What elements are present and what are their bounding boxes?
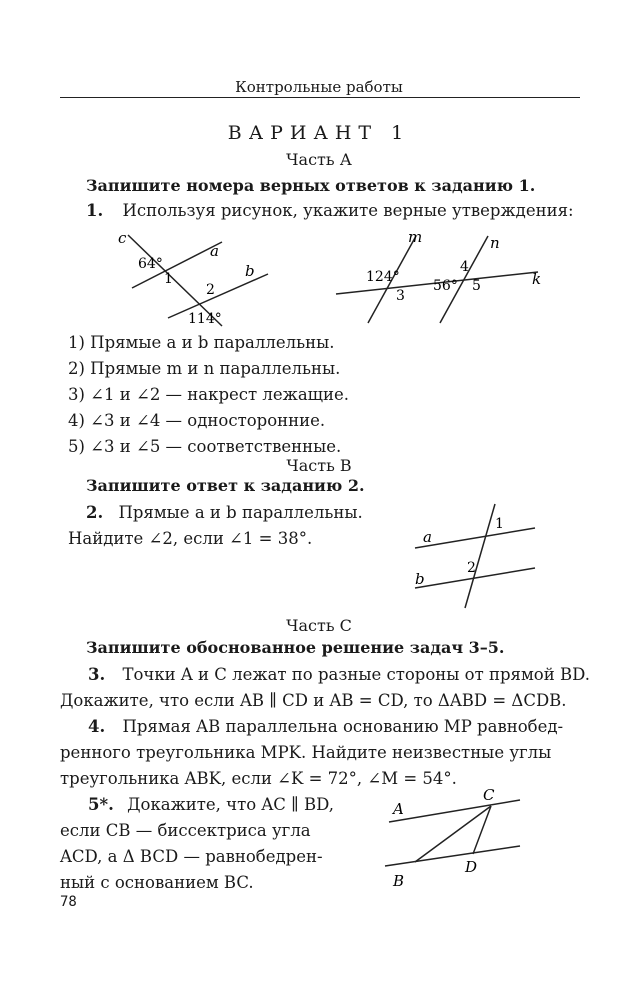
task-4-line-3: треугольника ABK, если ∠K = 72°, ∠M = 54°. <box>60 769 457 788</box>
task-5-line-4: ный с основанием BC. <box>60 873 254 892</box>
figure-parallel-ab <box>395 500 545 610</box>
angle-114: 114° <box>188 311 222 327</box>
task-3-line-1: Точки A и C лежат по разные стороны от прямой BD. <box>122 665 590 684</box>
task-3-number: 3. <box>88 665 106 684</box>
angle-1: 1 <box>164 271 173 287</box>
figure-acbd <box>375 786 535 892</box>
task-2-number: 2. <box>86 503 104 522</box>
variant-title: ВАРИАНТ 1 <box>227 122 411 144</box>
angle-4: 4 <box>460 259 469 275</box>
label-A: A <box>393 800 404 818</box>
option-4: 4) ∠3 и ∠4 — односторонние. <box>68 411 326 430</box>
option-2: 2) Прямые m и n параллельны. <box>68 359 341 378</box>
line-bd <box>385 846 520 866</box>
task-5 <box>60 792 334 896</box>
running-title: Контрольные работы <box>235 78 403 96</box>
angle-3: 3 <box>396 288 405 304</box>
angle-124: 124° <box>366 269 400 285</box>
figure-angles-mnk <box>330 228 545 328</box>
task-3-line-2: Докажите, что если AB ∥ CD и AB = CD, то ΔABD = ΔCDB. <box>60 691 567 710</box>
task-1-number: 1. <box>86 201 104 220</box>
label-b: b <box>415 570 425 588</box>
task-1 <box>86 198 574 224</box>
label-k: k <box>532 270 542 288</box>
task-2-line-2: Найдите ∠2, если ∠1 = 38°. <box>68 529 313 548</box>
line-a <box>415 528 535 548</box>
header-rule <box>60 97 580 98</box>
option-3: 3) ∠1 и ∠2 — накрест лежащие. <box>68 385 349 404</box>
page-number: 78 <box>60 894 77 910</box>
task-5-line-2: если CB — биссектриса угла <box>60 821 311 840</box>
task-2 <box>68 500 363 552</box>
angle-56: 56° <box>433 278 458 294</box>
task-4-line-1: Прямая AB параллельна основанию MP равнобед- <box>122 717 564 736</box>
task-4-line-2: ренного треугольника MPK. Найдите неизвестные углы <box>60 743 552 762</box>
angle-2: 2 <box>206 282 215 298</box>
task-1-text: Используя рисунок, укажите верные утверждения: <box>122 201 574 220</box>
label-n: n <box>490 234 500 252</box>
part-c-title: Часть С <box>286 616 352 635</box>
part-a-title: Часть А <box>286 150 352 169</box>
task-5-number: 5*. <box>88 795 114 814</box>
figure-angles-abc <box>100 228 310 328</box>
part-c-instruction: Запишите обоснованное решение задач 3–5. <box>86 638 505 657</box>
option-5: 5) ∠3 и ∠5 — соответственные. <box>68 437 342 456</box>
label-C: C <box>483 786 495 804</box>
label-c: c <box>118 229 127 247</box>
part-b-title: Часть В <box>286 456 352 475</box>
part-a-instruction: Запишите номера верных ответов к заданию 1. <box>86 176 536 195</box>
task-4-number: 4. <box>88 717 106 736</box>
angle-1: 1 <box>495 516 504 532</box>
part-b-instruction: Запишите ответ к заданию 2. <box>86 476 365 495</box>
task-4 <box>60 714 563 792</box>
task-3 <box>60 662 590 714</box>
angle-64: 64° <box>138 256 163 272</box>
label-B: B <box>393 872 405 890</box>
task-5-line-1: Докажите, что AC ∥ BD, <box>127 795 335 814</box>
transversal <box>465 504 495 608</box>
label-a: a <box>210 242 219 260</box>
task-2-line-1: Прямые a и b параллельны. <box>118 503 363 522</box>
segment-cb <box>415 806 491 862</box>
label-m: m <box>408 228 423 246</box>
angle-2: 2 <box>467 560 476 576</box>
angle-5: 5 <box>472 278 481 294</box>
label-b: b <box>245 262 255 280</box>
task-5-line-3: ACD, а Δ BCD — равнобедрен- <box>60 847 323 866</box>
option-1: 1) Прямые a и b параллельны. <box>68 333 335 352</box>
label-D: D <box>465 858 478 876</box>
label-a: a <box>423 528 432 546</box>
line-ac <box>389 800 520 822</box>
task-1-options <box>68 330 349 460</box>
